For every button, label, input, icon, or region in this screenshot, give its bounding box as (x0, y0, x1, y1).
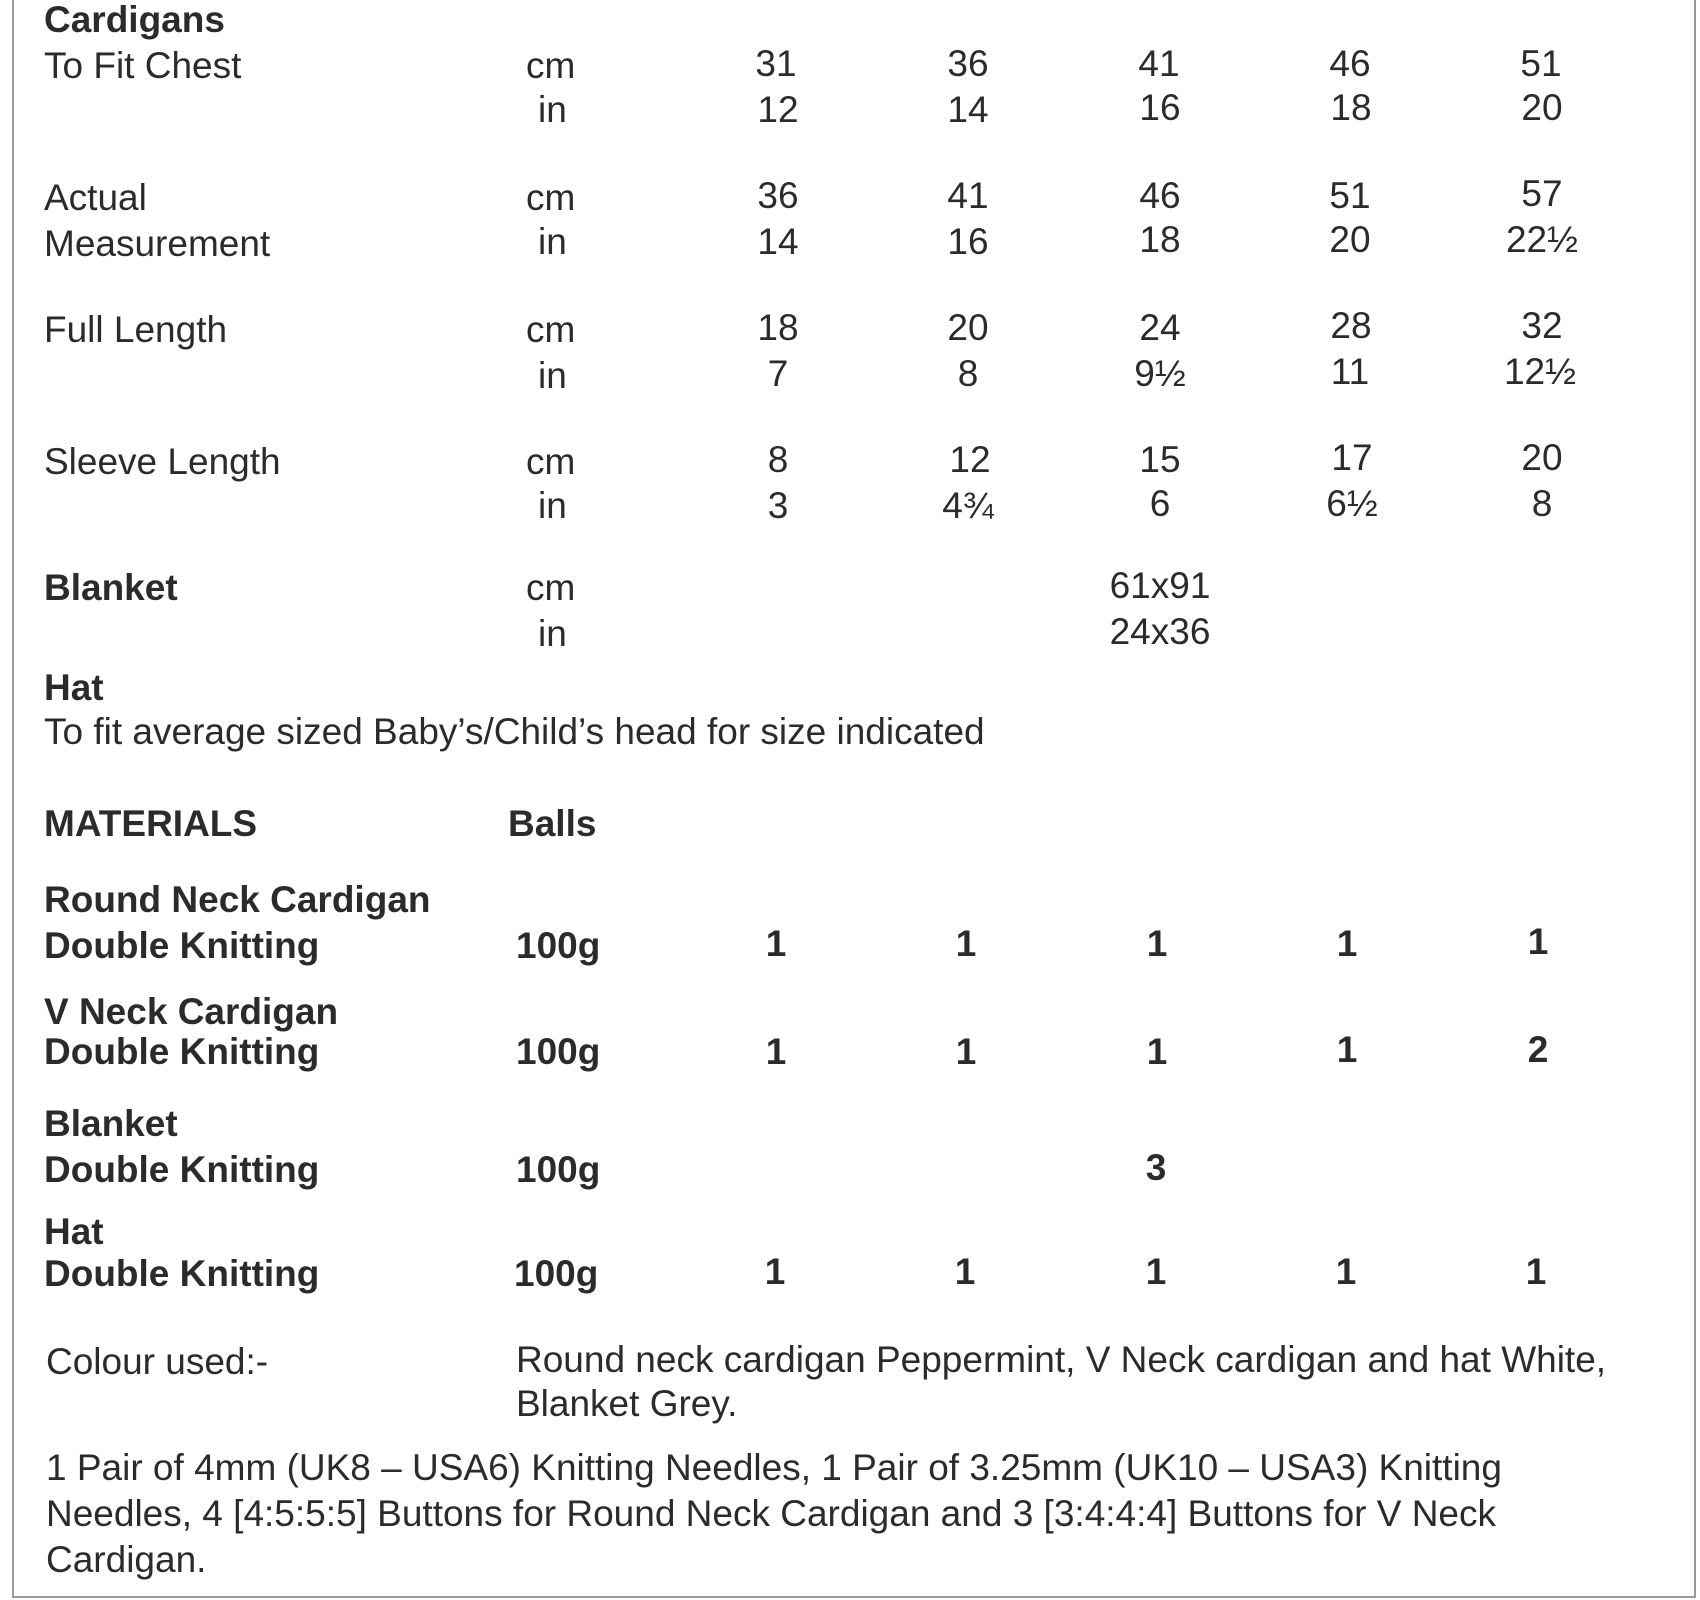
cardigans-heading: Cardigans (44, 0, 225, 40)
ball-count: 1 (764, 1251, 786, 1292)
material-weight: 100g (516, 925, 601, 966)
page-border-bottom (12, 1596, 1696, 1598)
unit-in: in (538, 221, 567, 262)
size-value: 32 (1521, 305, 1563, 346)
materials-heading: MATERIALS (44, 803, 258, 844)
needles-line-2: Needles, 4 [4:5:5:5] Buttons for Round Neck Cardigan and 3 [3:4:4:4] Buttons for V Neck (46, 1493, 1497, 1534)
blanket-size-cm: 61x91 (1109, 565, 1211, 606)
ball-count: 1 (1527, 921, 1549, 962)
size-value: 12 (949, 439, 991, 480)
material-yarn: Double Knitting (44, 1253, 320, 1294)
size-value: 15 (1139, 439, 1181, 480)
size-value: 8 (1531, 483, 1553, 524)
size-value: 14 (947, 89, 989, 130)
size-value: 16 (947, 221, 989, 262)
blanket-size-label: Blanket (44, 567, 178, 608)
size-value: 46 (1329, 43, 1371, 84)
actual-measurement-label-2: Measurement (44, 223, 271, 264)
full-length-label: Full Length (44, 309, 228, 350)
ball-count: 1 (955, 923, 977, 964)
size-value: 9½ (1134, 353, 1186, 394)
unit-in: in (538, 355, 567, 396)
size-value: 18 (757, 307, 799, 348)
size-value: 20 (1521, 437, 1563, 478)
size-value: 4¾ (942, 485, 994, 526)
blanket-size-in: 24x36 (1109, 611, 1211, 652)
size-value: 8 (957, 353, 979, 394)
size-value: 51 (1520, 43, 1562, 84)
colour-used-line-2: Blanket Grey. (516, 1383, 738, 1424)
size-value: 18 (1139, 219, 1181, 260)
size-value: 8 (767, 439, 789, 480)
unit-in: in (538, 89, 567, 130)
size-value: 22½ (1505, 219, 1578, 260)
size-value: 14 (757, 221, 799, 262)
size-value: 6 (1149, 483, 1171, 524)
size-value: 46 (1139, 175, 1181, 216)
unit-cm: cm (526, 309, 576, 350)
material-name: Hat (44, 1211, 104, 1252)
material-weight: 100g (516, 1149, 601, 1190)
size-value: 28 (1330, 305, 1372, 346)
size-value: 41 (1138, 43, 1180, 84)
hat-size-label: Hat (44, 667, 104, 708)
size-value: 17 (1331, 437, 1373, 478)
ball-count: 1 (1336, 923, 1358, 964)
size-value: 51 (1329, 175, 1371, 216)
unit-in: in (538, 485, 567, 526)
size-value: 20 (1521, 87, 1563, 128)
material-name: Round Neck Cardigan (44, 879, 431, 920)
size-value: 3 (767, 485, 789, 526)
needles-line-3: Cardigan. (46, 1539, 207, 1580)
material-name: Blanket (44, 1103, 178, 1144)
material-yarn: Double Knitting (44, 925, 320, 966)
size-value: 12½ (1503, 351, 1576, 392)
page-border-right (1694, 0, 1696, 1598)
size-value: 7 (767, 353, 789, 394)
size-value: 31 (755, 43, 797, 84)
size-value: 41 (947, 175, 989, 216)
material-weight: 100g (516, 1031, 601, 1072)
size-value: 6½ (1326, 483, 1378, 524)
colour-used-label: Colour used:- (46, 1341, 269, 1382)
ball-count: 2 (1527, 1029, 1549, 1070)
size-value: 16 (1139, 87, 1181, 128)
ball-count: 1 (954, 1251, 976, 1292)
unit-in: in (538, 613, 567, 654)
ball-count: 1 (1146, 923, 1168, 964)
hat-size-note: To fit average sized Baby’s/Child’s head for size indicated (44, 711, 985, 752)
ball-count: 1 (1146, 1031, 1168, 1072)
unit-cm: cm (526, 441, 576, 482)
page-border-left (12, 0, 14, 1598)
to-fit-chest-label: To Fit Chest (44, 45, 242, 86)
ball-count: 1 (1525, 1251, 1547, 1292)
ball-count: 1 (765, 923, 787, 964)
size-value: 36 (947, 43, 989, 84)
size-value: 20 (1329, 219, 1371, 260)
size-value: 18 (1330, 87, 1372, 128)
actual-measurement-label-1: Actual (44, 177, 147, 218)
ball-count: 1 (1145, 1251, 1167, 1292)
ball-count: 1 (765, 1031, 787, 1072)
ball-count: 1 (1335, 1251, 1357, 1292)
unit-cm: cm (526, 177, 576, 218)
size-value: 20 (947, 307, 989, 348)
material-yarn: Double Knitting (44, 1149, 320, 1190)
colour-used-line-1: Round neck cardigan Peppermint, V Neck cardigan and hat White, (516, 1339, 1607, 1380)
size-value: 12 (757, 89, 799, 130)
material-name: V Neck Cardigan (44, 991, 339, 1032)
balls-heading: Balls (508, 803, 597, 844)
needles-line-1: 1 Pair of 4mm (UK8 – USA6) Knitting Needles, 1 Pair of 3.25mm (UK10 – USA3) Knitting (46, 1447, 1502, 1488)
unit-cm: cm (526, 45, 576, 86)
size-value: 11 (1330, 351, 1370, 392)
size-value: 36 (757, 175, 799, 216)
material-weight: 100g (514, 1253, 599, 1294)
unit-cm: cm (526, 567, 576, 608)
size-value: 24 (1139, 307, 1181, 348)
ball-count: 3 (1145, 1147, 1167, 1188)
ball-count: 1 (1336, 1029, 1358, 1070)
ball-count: 1 (955, 1031, 977, 1072)
sleeve-length-label: Sleeve Length (44, 441, 281, 482)
material-yarn: Double Knitting (44, 1031, 320, 1072)
size-value: 57 (1521, 173, 1563, 214)
